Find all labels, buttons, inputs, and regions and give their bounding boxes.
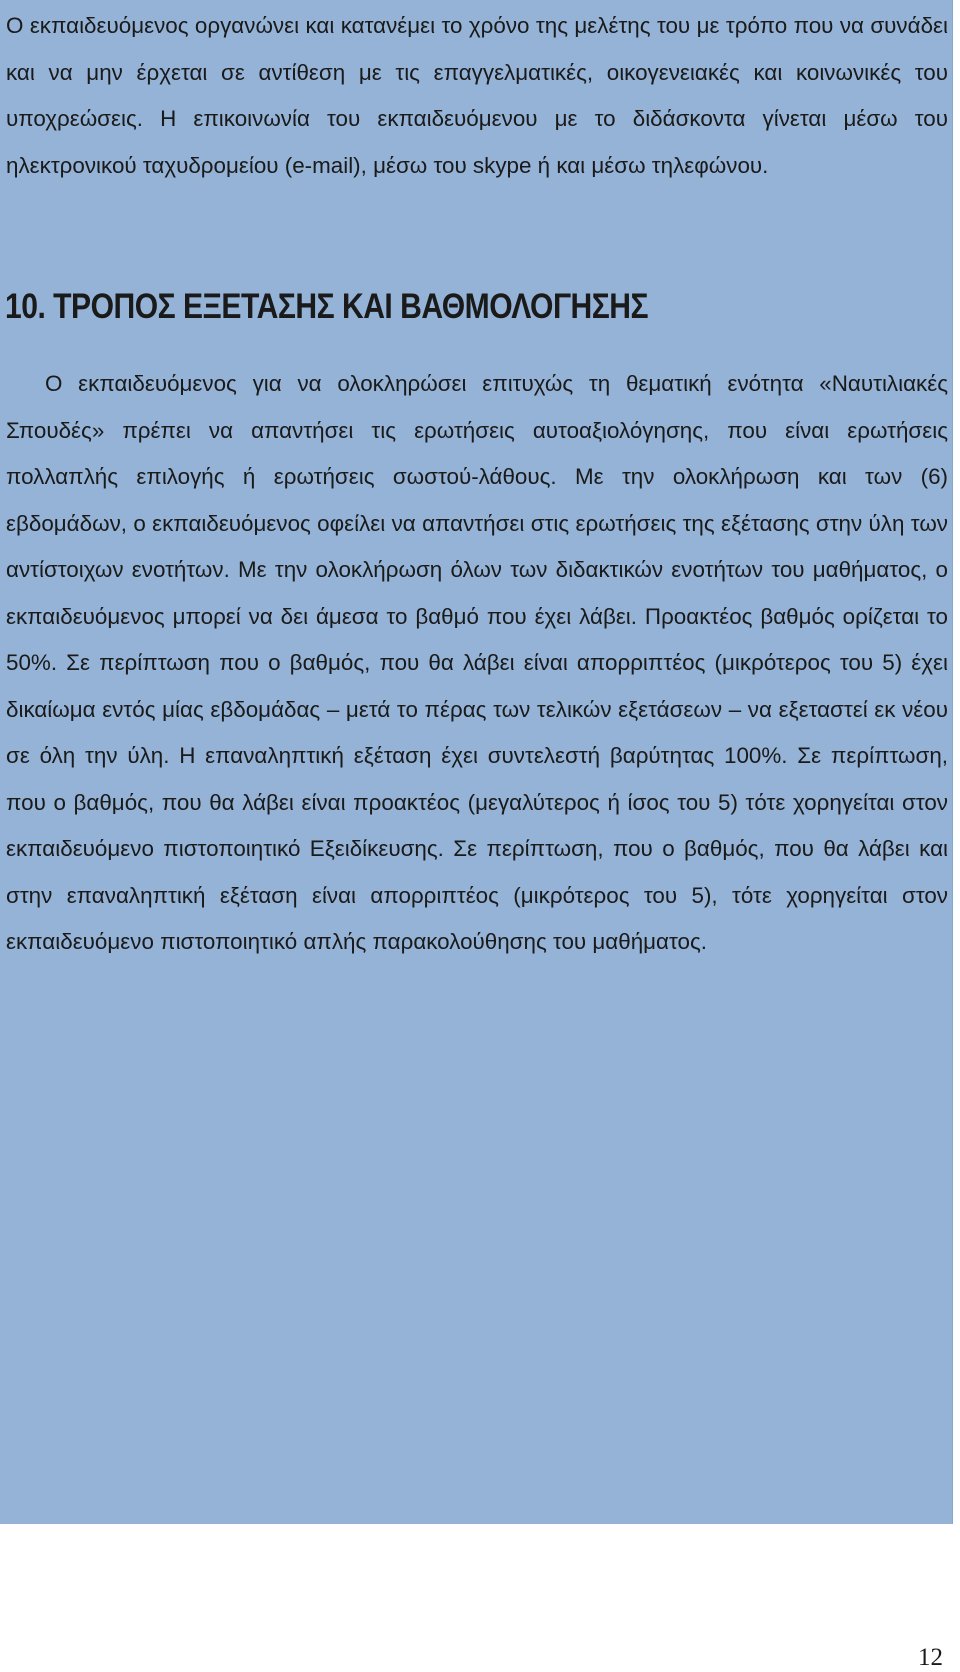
page-number: 12	[918, 1644, 943, 1671]
intro-paragraph: Ο εκπαιδευόμενος οργανώνει και κατανέμει το χρόνο της μελέτης του με τρόπο που να συνάδει και να μην έρχεται σε αντίθεση με τις επαγγελματικές, οικογενειακές και κοινωνικές του υποχρεώσεις. Η επικοινωνία του εκπαιδευόμενου με το διδάσκοντα γίνεται μέσω του ηλεκτρονικού ταχυδρομείου (e-mail), μέσω του skype ή και μέσω τηλεφώνου.	[6, 13, 948, 178]
section-heading: 10. ΤΡΟΠΟΣ ΕΞΕΤΑΣΗΣ ΚΑΙ ΒΑΘΜΟΛΟΓΗΣΗΣ	[5, 287, 649, 326]
exam-grading-paragraph: Ο εκπαιδευόμενος για να ολοκληρώσει επιτυχώς τη θεματική ενότητα «Ναυτιλιακές Σπουδές» πρέπει να απαντήσει τις ερωτήσεις αυτοαξιολόγησης, που είναι ερωτήσεις πολλαπλής επιλογής ή ερωτήσεις σωστού-λάθους. Με την ολοκλήρωση και των (6) εβδομάδων, ο εκπαιδευόμενος οφείλει να απαντήσει στις ερωτήσεις της εξέτασης στην ύλη των αντίστοιχων ενοτήτων. Με την ολοκλήρωση όλων των διδακτικών ενοτήτων του μαθήματος, ο εκπαιδευόμενος μπορεί να δει άμεσα το βαθμό που έχει λάβει. Προακτέος βαθμός ορίζεται το 50%. Σε περίπτωση που ο βαθμός, που θα λάβει είναι απορριπτέος (μικρότερος του 5) έχει δικαίωμα εντός μίας εβδομάδας – μετά το πέρας των τελικών εξετάσεων – να εξεταστεί εκ νέου σε όλη την ύλη. Η επαναληπτική εξέταση έχει συντελεστή βαρύτητας 100%. Σε περίπτωση, που ο βαθμός, που θα λάβει είναι προακτέος (μεγαλύτερος ή ίσος του 5) τότε χορηγείται στον εκπαιδευόμενο πιστοποιητικό Εξειδίκευσης. Σε περίπτωση, που ο βαθμός, που θα λάβει και στην επαναληπτική εξέταση είναι απορριπτέος (μικρότερος του 5), τότε χορηγείται στον εκπαιδευόμενο πιστοποιητικό απλής παρακολούθησης του μαθήματος.	[6, 371, 948, 954]
